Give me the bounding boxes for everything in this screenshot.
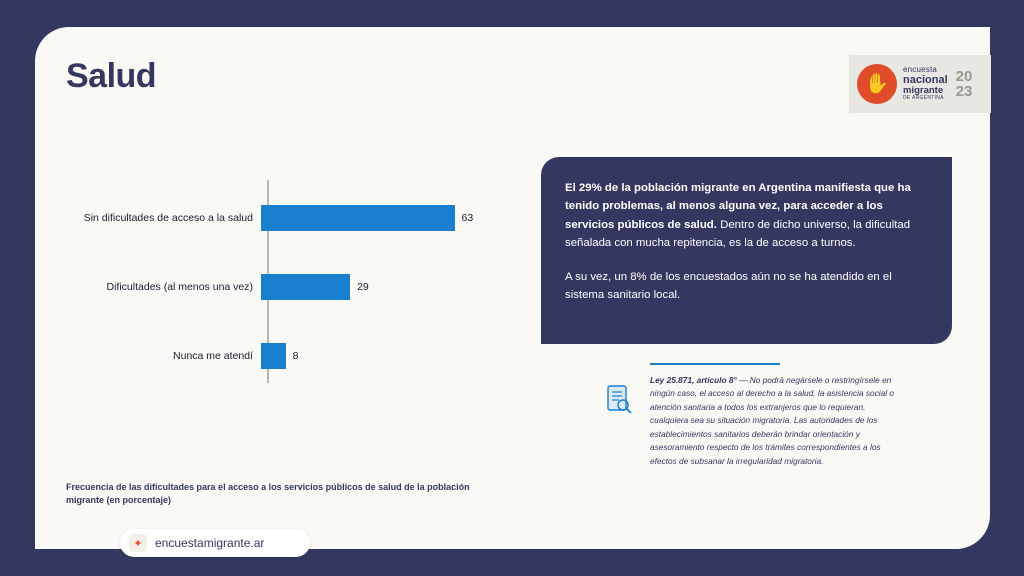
law-divider bbox=[650, 363, 780, 365]
bar bbox=[261, 274, 350, 300]
chart-row-0 bbox=[66, 205, 536, 231]
highlight-panel bbox=[541, 157, 952, 344]
logo-line-1: encuesta bbox=[903, 65, 938, 75]
bar-value: 29 bbox=[357, 281, 369, 293]
footer-site-pill[interactable] bbox=[120, 529, 310, 557]
brand-mark-icon: ✦ bbox=[129, 534, 147, 552]
logo-year-top: 20 bbox=[955, 68, 973, 85]
hand-icon: ✋ bbox=[857, 64, 897, 104]
bar-label: Sin dificultades de acceso a la salud bbox=[83, 212, 253, 224]
bar bbox=[261, 205, 455, 231]
logo-line-3: migrante bbox=[903, 85, 944, 97]
law-note bbox=[650, 363, 898, 468]
law-reference: Ley 25.871, artículo 8° bbox=[650, 375, 737, 385]
chart-row-1 bbox=[66, 274, 536, 300]
chart-caption: Frecuencia de las dificultades para el acceso a los servicios públicos de salud de la población migrante (en porcentaje) bbox=[66, 482, 470, 506]
survey-logo bbox=[849, 55, 991, 113]
bar-label: Dificultades (al menos una vez) bbox=[106, 281, 253, 293]
law-text bbox=[650, 374, 898, 468]
bar bbox=[261, 343, 286, 369]
bar-value: 63 bbox=[461, 212, 474, 224]
logo-line-2: nacional bbox=[903, 73, 948, 86]
panel-paragraph-2: A su vez, un 8% de los encuestados aún no se ha atendido en el sistema sanitario local. bbox=[565, 270, 892, 302]
chart-row-2 bbox=[66, 343, 536, 369]
bar-chart bbox=[66, 180, 536, 390]
panel-paragraph-1-bold: El 29% de la población migrante en Argentina manifiesta que ha tenido problemas, al menos alguna vez, para acceder a los servicios públicos de salud. bbox=[565, 182, 911, 231]
panel-paragraph-1-rest: Dentro de dicho universo, la dificultad señalada con mucha repitencia, es la de acceso a turnos. bbox=[565, 218, 911, 250]
logo-wordmark bbox=[903, 66, 948, 101]
logo-line-4: DE ARGENTINA bbox=[903, 95, 944, 102]
footer-site-label: encuestamigrante.ar bbox=[155, 536, 265, 550]
logo-year-bottom: 23 bbox=[955, 83, 973, 100]
document-law-icon bbox=[606, 385, 632, 415]
law-body: — No podrá negársele o restringírsele en ningún caso, el acceso al derecho a la salud, la asistencia social o atención sanitaria a todos los extranjeros que lo requieran, cualquiera sea su situación migratoria. Las autoridades de los establecimientos sanitarios deberán brindar orientación y asesoramiento respecto de los trámites correspondientes a los efectos de subsanar la irregularidad migratoria. bbox=[650, 375, 894, 466]
panel-paragraph-1 bbox=[565, 179, 928, 253]
bar-value: 8 bbox=[292, 350, 299, 362]
page-title: Salud bbox=[66, 57, 157, 95]
bar-label: Nunca me atendí bbox=[173, 350, 253, 362]
logo-year bbox=[956, 69, 973, 99]
